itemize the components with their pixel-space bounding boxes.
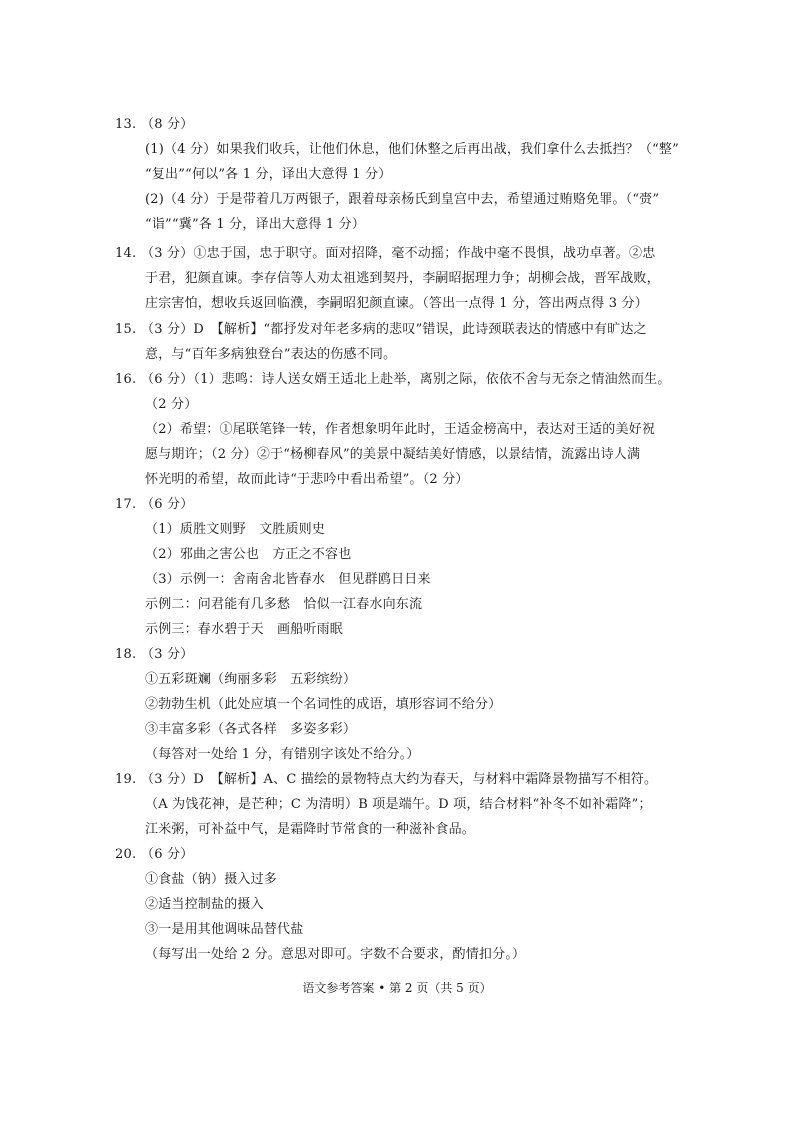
- q13-line-5: “诣”“冀”各 1 分，译出大意得 1 分）: [145, 217, 366, 232]
- q13-line-2: (1)（4 分）如果我们收兵，让他们休息，他们休整之后再出战，我们拿什么去抵挡？（“整”: [145, 142, 679, 157]
- q17-line-3: （2）邪曲之害公也 方正之不容也: [145, 547, 352, 562]
- q19-line-3: 江米粥，可补益中气，是霜降时节常食的一种滋补食品。: [145, 822, 476, 837]
- q18-line-5: （每答对一处给 1 分，有错别字该处不给分。）: [145, 747, 420, 762]
- q13-number: 13.: [115, 117, 137, 132]
- q16-number: 16.: [115, 372, 137, 387]
- q13-line-4: (2)（4 分）于是带着几万两银子，跟着母亲杨氏到皇宫中去，希望通过贿赂免罪。（“赍”: [145, 192, 660, 207]
- q17-line-5: 示例二：问君能有几多愁 恰似一江春水向东流: [145, 597, 423, 612]
- q19-line-2: （A 为饯花神，是芒种；C 为清明）B 项是端午。D 项，结合材料“补冬不如补霜降”；: [145, 797, 652, 812]
- q19-text: （3 分）D 【解析】A、C 描绘的景物特点大约为春天，与材料中霜降景物描写不相符。: [141, 772, 658, 787]
- q13-line-1: [115, 116, 655, 134]
- q16-text: （6 分）（1）悲鸣：诗人送女婿王适北上赴举，离别之际，依依不舍与无奈之情油然而生。: [141, 372, 671, 387]
- q19-number: 19.: [115, 772, 137, 787]
- q18-line-3: ②勃勃生机（此处应填一个名词性的成语，填形容词不给分）: [145, 697, 502, 712]
- q15-line-2: 意，与“百年多病独登台”表达的伤感不同。: [145, 347, 397, 362]
- q18-line-1: [115, 646, 655, 664]
- q17-line-4: （3）示例一：舍南舍北皆春水 但见群鸥日日来: [145, 572, 431, 587]
- q20-line-1: [115, 846, 655, 864]
- q20-text: （6 分）: [141, 847, 194, 862]
- q17-line-1: [115, 496, 655, 514]
- page-footer: 语文参考答案 • 第 2 页（共 5 页）: [302, 981, 492, 995]
- q17-text: （6 分）: [141, 497, 194, 512]
- q16-line-2: （2 分）: [145, 397, 198, 412]
- q14-line-2: 于君，犯颜直谏。李存信等人劝太祖逃到契丹，李嗣昭据理力争；胡柳会战，晋军战败，: [145, 271, 660, 286]
- q20-line-3: ②适当控制盐的摄入: [145, 897, 264, 912]
- q18-line-4: ③丰富多彩（各式各样 多姿多彩）: [145, 722, 357, 737]
- q19-line-1: [115, 771, 658, 789]
- q14-line-3: 庄宗害怕，想收兵返回临濮，李嗣昭犯颜直谏。（答出一点得 1 分，答出两点得 3 分）: [145, 296, 648, 311]
- q18-line-2: ①五彩斑斓（绚丽多彩 五彩缤纷）: [145, 672, 357, 687]
- q15-text: （3 分）D 【解析】“都抒发对年老多病的悲叹”错误，此诗颈联表达的情感中有旷达之: [141, 322, 647, 337]
- q16-line-3: （2）希望：①尾联笔锋一转，作者想象明年此时，王适金榜高中，表达对王适的美好祝: [145, 422, 656, 437]
- q13-line-3: “复出”“何以”各 1 分，译出大意得 1 分）: [145, 167, 392, 182]
- q14-text: （3 分）①忠于国，忠于职守。面对招降，毫不动摇；作战中毫不畏惧，战功卓著。②忠: [141, 246, 656, 261]
- q16-line-4: 愿与期许；（2 分）②于“杨柳春风”的美景中凝结美好情感，以景结情，流露出诗人满: [145, 447, 641, 462]
- q15-line-1: [115, 321, 655, 339]
- q15-number: 15.: [115, 322, 137, 337]
- q13-text: （8 分）: [141, 117, 194, 132]
- q18-text: （3 分）: [141, 647, 194, 662]
- q14-line-1: [115, 245, 655, 263]
- q17-number: 17.: [115, 497, 137, 512]
- q20-line-2: ①食盐（钠）摄入过多: [145, 872, 278, 887]
- q18-number: 18.: [115, 647, 137, 662]
- q14-number: 14.: [115, 246, 137, 261]
- q17-line-6: 示例三：春水碧于天 画船听雨眠: [145, 622, 344, 637]
- q20-line-4: ③一是用其他调味品替代盐: [145, 922, 304, 937]
- q16-line-5: 怀光明的希望，故而此诗“于悲吟中看出希望”。（2 分）: [145, 472, 469, 487]
- q17-line-2: （1）质胜文则野 文胜质则史: [145, 522, 326, 537]
- q16-line-1: [115, 371, 671, 389]
- q20-number: 20.: [115, 847, 137, 862]
- q20-line-5: （每写出一处给 2 分。意思对即可。字数不合要求，酌情扣分。）: [145, 947, 526, 962]
